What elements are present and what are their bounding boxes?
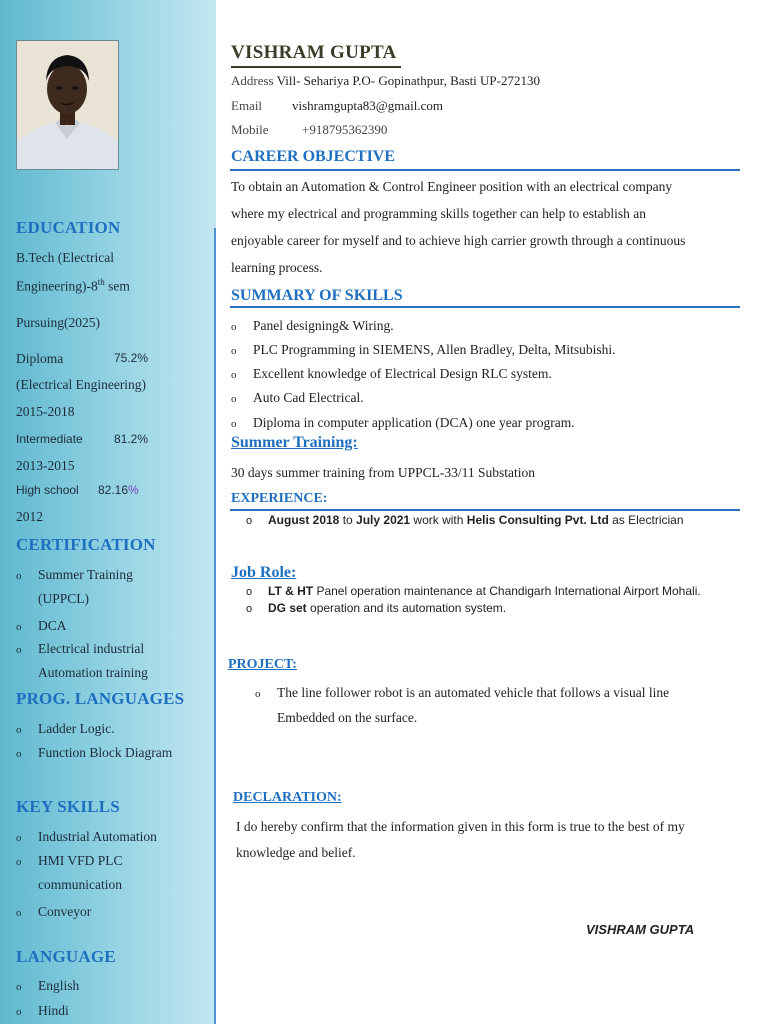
mobile-label: Mobile: [231, 122, 269, 137]
intermediate-label: Intermediate: [16, 432, 83, 446]
email-value: vishramgupta83@gmail.com: [292, 98, 443, 113]
project-item: o The line follower robot is an automated vehicle that follows a visual line: [255, 685, 670, 700]
intermediate-percentage: 81.2%: [114, 432, 149, 446]
language-heading: LANGUAGE: [16, 947, 116, 966]
experience-item: o August 2018 to July 2021 work with Helis Consulting Pvt. Ltd as Electrician: [246, 513, 684, 527]
objective-line: To obtain an Automation & Control Engineer position with an electrical company: [231, 179, 673, 194]
summer-training-heading: Summer Training:: [231, 434, 358, 451]
list-item-continuation: Automation training: [38, 665, 148, 680]
list-item: o HMI VFD PLC: [16, 853, 123, 868]
list-item: o Excellent knowledge of Electrical Design RLC system.: [231, 366, 552, 381]
intermediate-years: 2013-2015: [16, 458, 75, 473]
list-item: o Ladder Logic.: [16, 721, 115, 736]
skills-summary-heading: SUMMARY OF SKILLS: [231, 287, 403, 304]
education-heading: EDUCATION: [16, 218, 121, 237]
list-item: o English: [16, 978, 80, 993]
declaration-line: I do hereby confirm that the information given in this form is true to the best of my: [236, 819, 685, 834]
list-item: o Industrial Automation: [16, 829, 157, 844]
key-skills-heading: KEY SKILLS: [16, 797, 120, 816]
name-underline: [231, 66, 401, 68]
diploma-field: (Electrical Engineering): [16, 377, 147, 392]
list-item: o Auto Cad Electrical.: [231, 390, 364, 405]
summer-training-text: 30 days summer training from UPPCL-33/11 Substation: [231, 465, 535, 480]
objective-line: learning process.: [231, 260, 323, 275]
section-rule: [230, 306, 740, 308]
experience-heading: EXPERIENCE:: [231, 491, 328, 506]
highschool-percentage: 82.16%: [98, 483, 139, 497]
project-item-continuation: Embedded on the surface.: [277, 710, 418, 725]
btech-line2: Engineering)-8th sem: [16, 277, 130, 294]
email-label: Email: [231, 98, 263, 113]
certification-heading: CERTIFICATION: [16, 535, 156, 554]
profile-photo: [16, 40, 119, 170]
sidebar-divider: [214, 228, 216, 1024]
job-role-heading: Job Role:: [231, 564, 297, 581]
diploma-percentage: 75.2%: [114, 351, 149, 365]
objective-line: enjoyable career for myself and to achieve high carrier growth through a continuous: [231, 233, 686, 248]
highschool-year: 2012: [16, 509, 43, 524]
objective-line: where my electrical and programming skills together can help to establish an: [231, 206, 646, 221]
section-rule: [230, 509, 740, 511]
diploma-label: Diploma: [16, 351, 64, 366]
section-rule: [230, 169, 740, 171]
career-objective-heading: CAREER OBJECTIVE: [231, 148, 396, 165]
list-item-continuation: communication: [38, 877, 122, 892]
declaration-heading: DECLARATION:: [233, 790, 342, 805]
list-item: o LT & HT Panel operation maintenance at Chandigarh International Airport Mohali.: [246, 584, 701, 598]
highschool-label: High school: [16, 483, 79, 497]
diploma-years: 2015-2018: [16, 404, 75, 419]
list-item: o PLC Programming in SIEMENS, Allen Bradley, Delta, Mitsubishi.: [231, 342, 616, 357]
mobile-value: +918795362390: [302, 122, 388, 137]
list-item: o Summer Training: [16, 567, 133, 582]
project-heading: PROJECT:: [228, 657, 297, 672]
list-item: o Conveyor: [16, 904, 92, 919]
signature-name: VISHRAM GUPTA: [586, 922, 695, 937]
list-item: o DCA: [16, 618, 67, 633]
list-item: o Diploma in computer application (DCA) one year program.: [231, 415, 575, 430]
list-item: o DG set operation and its automation system.: [246, 601, 507, 615]
list-item: o Hindi: [16, 1003, 69, 1018]
list-item: o Function Block Diagram: [16, 745, 173, 760]
list-item-continuation: (UPPCL): [38, 591, 90, 606]
list-item: o Electrical industrial: [16, 641, 145, 656]
address-row: Address Vill- Sehariya P.O- Gopinathpur, Basti UP-272130: [231, 73, 540, 88]
candidate-name: VISHRAM GUPTA: [231, 42, 397, 63]
btech-line1: B.Tech (Electrical: [16, 250, 115, 265]
declaration-line: knowledge and belief.: [236, 845, 356, 860]
prog-languages-heading: PROG. LANGUAGES: [16, 689, 185, 708]
list-item: o Panel designing& Wiring.: [231, 318, 394, 333]
pursuing-status: Pursuing(2025): [16, 315, 100, 330]
